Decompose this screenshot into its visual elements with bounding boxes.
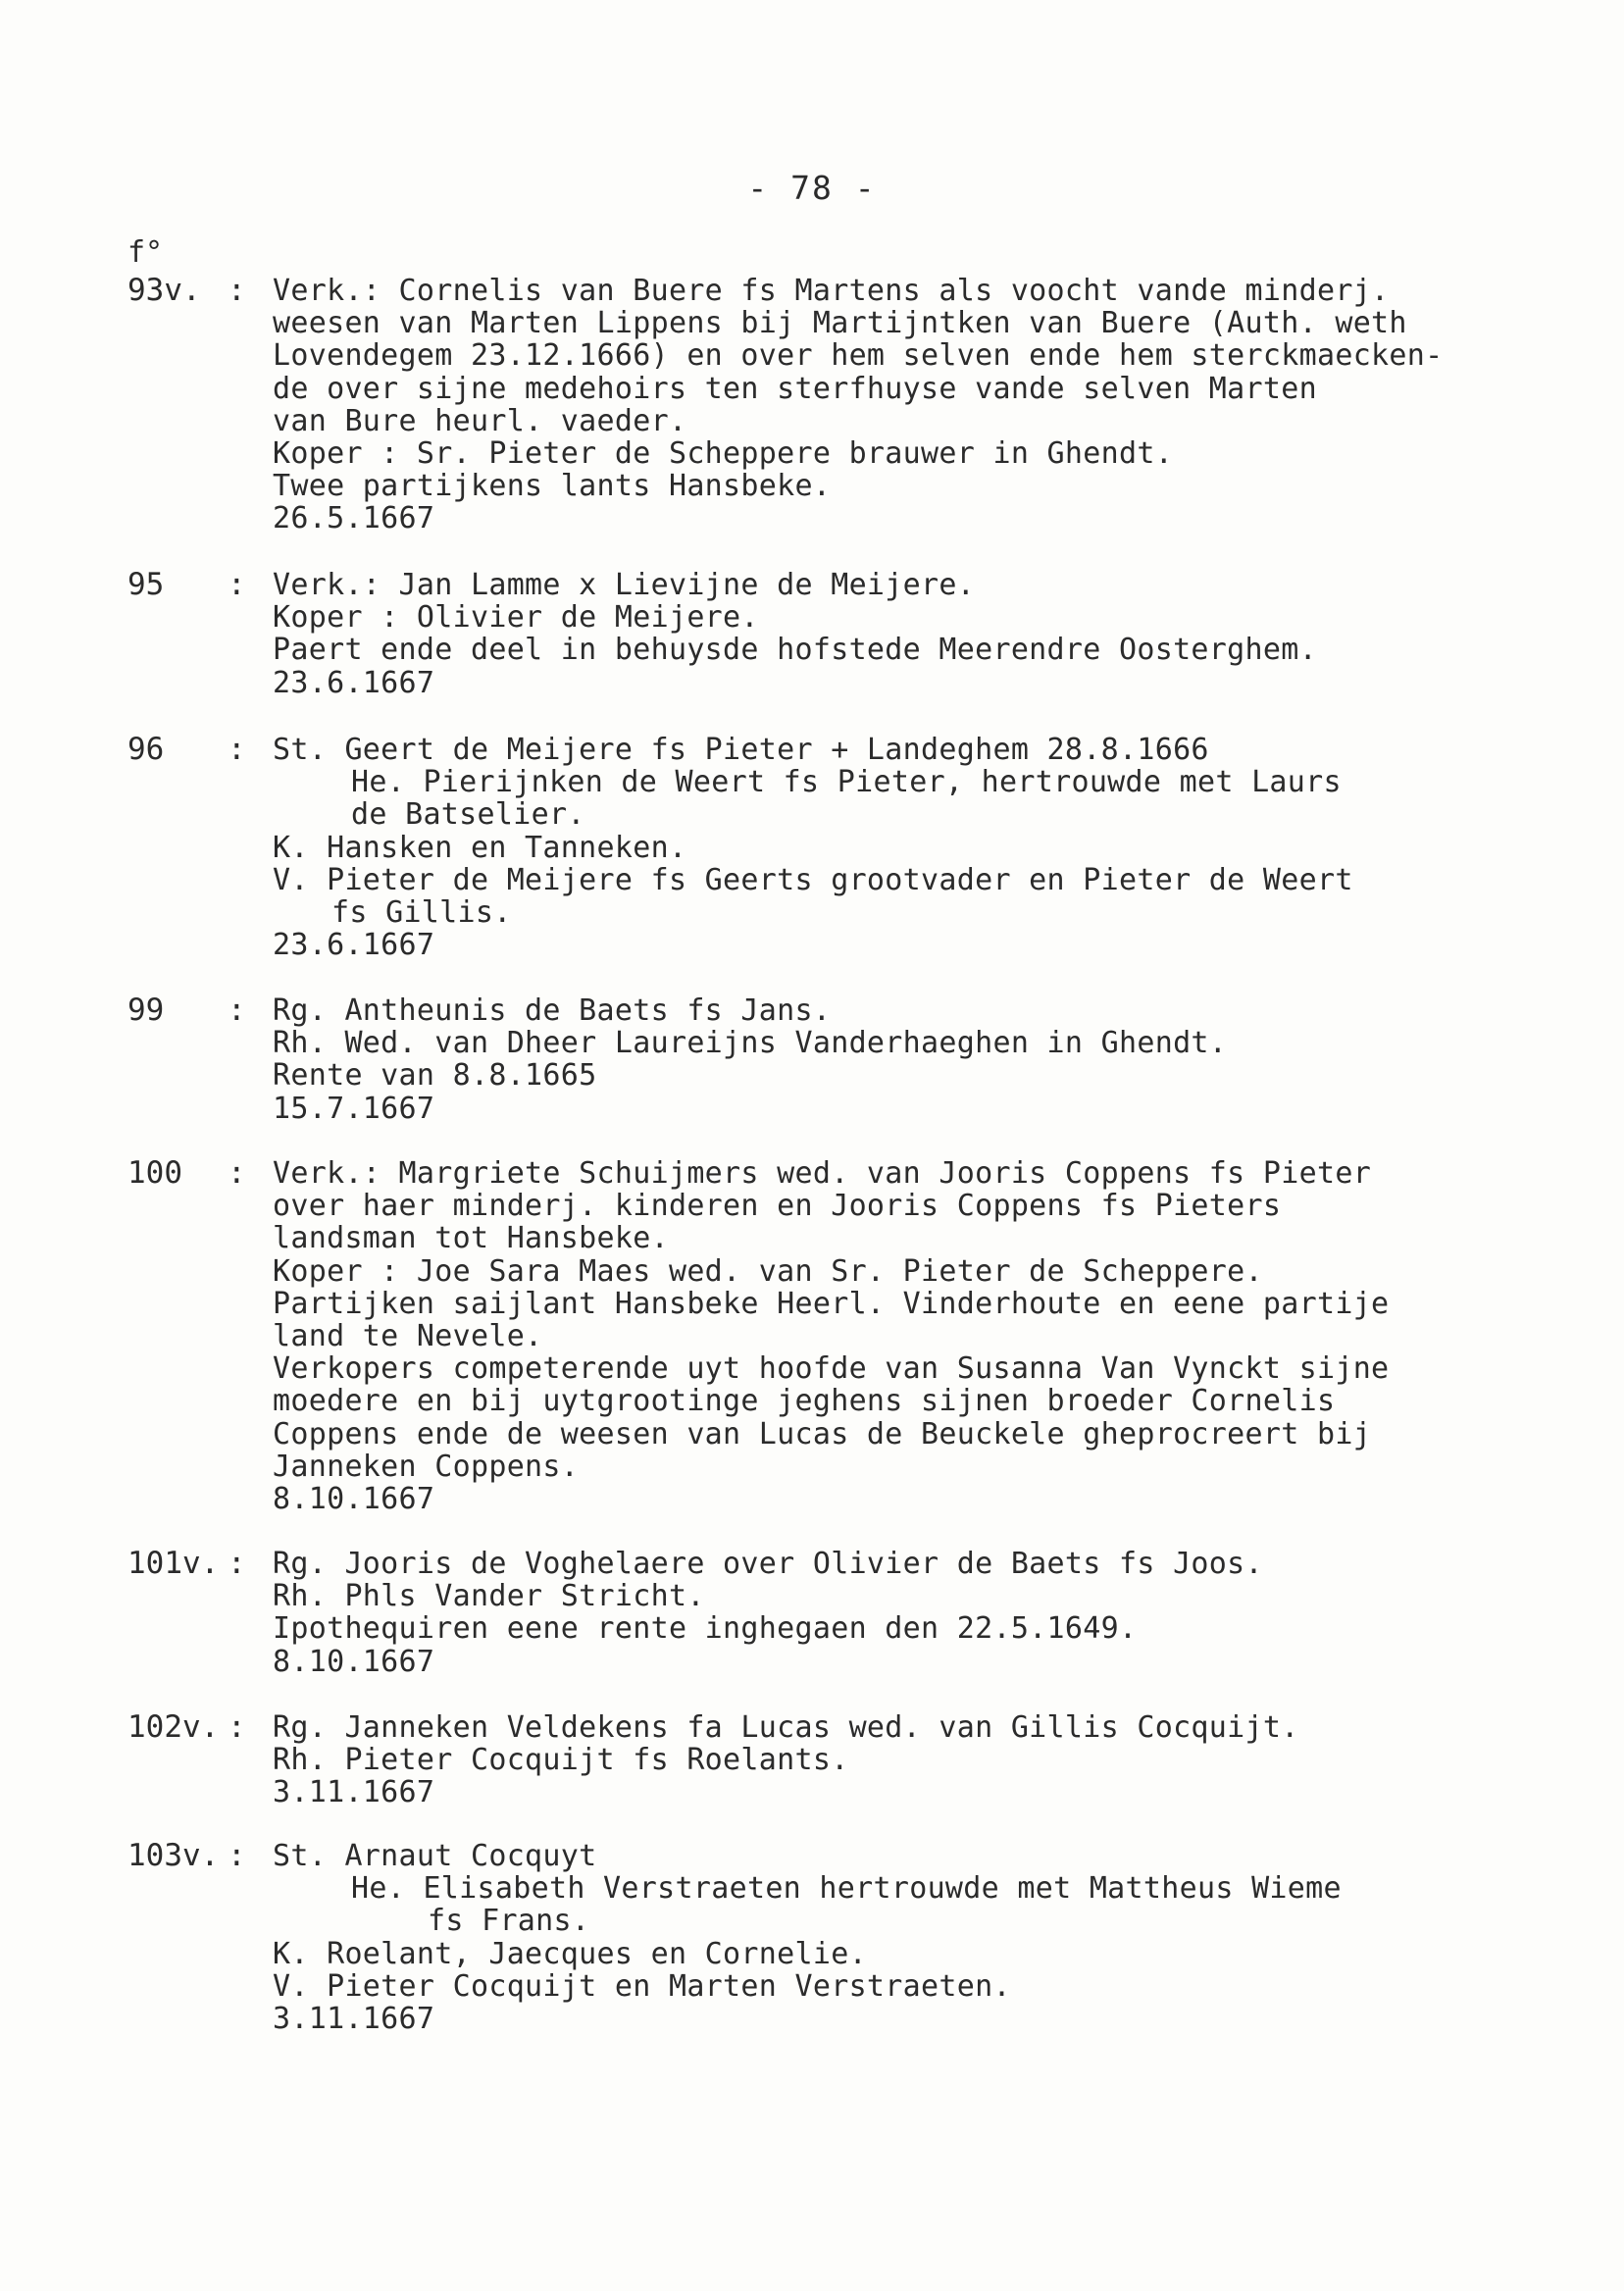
entry-date: 15.7.1667: [273, 1091, 435, 1126]
folio-number: 96: [127, 732, 165, 767]
entry-line: Rg. Jooris de Voghelaere over Olivier de Baets fs Joos.: [273, 1547, 1263, 1581]
entry-line: St. Arnaut Cocquyt: [273, 1839, 597, 1873]
entry-line: Verk.: Jan Lamme x Lievijne de Meijere.: [273, 568, 976, 602]
entry-line: moedere en bij uytgrootinge jeghens sijnen broeder Cornelis: [273, 1384, 1336, 1419]
entry-line: over haer minderj. kinderen en Jooris Coppens fs Pieters: [273, 1189, 1282, 1224]
entry-line: de Batselier.: [351, 797, 585, 833]
page-number: - 78 -: [747, 169, 877, 207]
entry-date: 23.6.1667: [273, 928, 435, 963]
entry-date: 26.5.1667: [273, 501, 435, 536]
entry-line: fs Frans.: [428, 1904, 590, 1939]
separator: :: [228, 273, 246, 308]
entry-text: [273, 734, 1353, 961]
entry-date: 8.10.1667: [273, 1644, 435, 1679]
entry-line: Rh. Phls Vander Stricht.: [273, 1579, 705, 1614]
entry-text: [273, 994, 1227, 1125]
entry-line: Twee partijkens lants Hansbeke.: [273, 469, 832, 504]
folio-number: 102v.: [127, 1709, 220, 1745]
folio-number: 95: [127, 567, 165, 602]
entry-line: Coppens ende de weesen van Lucas de Beuckele gheprocreert bij: [273, 1416, 1372, 1451]
entry-line: Rh. Wed. van Dheer Laureijns Vanderhaeghen in Ghendt.: [273, 1026, 1228, 1061]
separator: :: [228, 732, 246, 767]
entry-line: Lovendegem 23.12.1666) en over hem selven ende hem sterckmaecken-: [273, 338, 1444, 374]
entry-line: Koper : Joe Sara Maes wed. van Sr. Pieter de Scheppere.: [273, 1253, 1263, 1289]
separator: :: [228, 993, 246, 1028]
entry-text: [273, 569, 1317, 699]
entry-line: Janneken Coppens.: [273, 1449, 580, 1484]
entry-line: de over sijne medehoirs ten sterfhuyse vande selven Marten: [273, 371, 1317, 406]
folio-number: 101v.: [127, 1546, 220, 1581]
entry-text: [273, 1840, 1342, 2035]
entry-line: Koper : Olivier de Meijere.: [273, 600, 759, 636]
separator: :: [228, 1709, 246, 1745]
entry-line: Verkopers competerende uyt hoofde van Susanna Van Vynckt sijne: [273, 1351, 1390, 1387]
entry-date: 23.6.1667: [273, 665, 435, 700]
entry-line: Rh. Pieter Cocquijt fs Roelants.: [273, 1743, 849, 1778]
entry-line: Rg. Janneken Veldekens fa Lucas wed. van Gillis Cocquijt.: [273, 1710, 1299, 1745]
entry-line: Rg. Antheunis de Baets fs Jans.: [273, 993, 832, 1028]
entry-line: K. Roelant, Jaecques en Cornelie.: [273, 1936, 867, 1971]
entry-line: Verk.: Margriete Schuijmers wed. van Jooris Coppens fs Pieter: [273, 1156, 1372, 1191]
folio-column-header: f°: [127, 235, 164, 270]
folio-number: 93v.: [127, 273, 201, 308]
entry-line: land te Nevele.: [273, 1319, 543, 1354]
entry-line: V. Pieter de Meijere fs Geerts grootvader en Pieter de Weert: [273, 862, 1353, 897]
entry-line: van Bure heurl. vaeder.: [273, 403, 687, 438]
entry-date: 8.10.1667: [273, 1482, 435, 1517]
entry-line: He. Pierijnken de Weert fs Pieter, hertrouwde met Laurs: [351, 765, 1342, 800]
entry-text: [273, 1711, 1299, 1809]
entry-line: landsman tot Hansbeke.: [273, 1221, 669, 1256]
entry-line: Paert ende deel in behuysde hofstede Meerendre Oosterghem.: [273, 633, 1317, 668]
entry-line: St. Geert de Meijere fs Pieter + Landeghem 28.8.1666: [273, 733, 1209, 767]
entry-line: He. Elisabeth Verstraeten hertrouwde met Mattheus Wieme: [351, 1871, 1342, 1907]
folio-number: 103v.: [127, 1838, 220, 1873]
entry-line: V. Pieter Cocquijt en Marten Verstraeten.: [273, 1968, 1011, 2004]
folio-number: 100: [127, 1155, 182, 1191]
entry-line: K. Hansken en Tanneken.: [273, 830, 687, 865]
entry-line: weesen van Marten Lippens bij Martijntken van Buere (Auth. weth: [273, 306, 1407, 341]
separator: :: [228, 1155, 246, 1191]
separator: :: [228, 1838, 246, 1873]
entry-line: fs Gillis.: [331, 895, 512, 931]
separator: :: [228, 567, 246, 602]
entry-line: Ipothequiren eene rente inghegaen den 22.5.1649.: [273, 1611, 1138, 1647]
entry-line: Rente van 8.8.1665: [273, 1058, 597, 1094]
entry-date: 3.11.1667: [273, 2002, 435, 2037]
entry-text: [273, 1548, 1263, 1678]
entry-line: Verk.: Cornelis van Buere fs Martens als voocht vande minderj.: [273, 274, 1390, 308]
entry-text: [273, 275, 1444, 535]
entry-line: Partijken saijlant Hansbeke Heerl. Vinderhoute en eene partije: [273, 1286, 1390, 1321]
entry-line: Koper : Sr. Pieter de Scheppere brauwer in Ghendt.: [273, 436, 1174, 472]
folio-number: 99: [127, 993, 165, 1028]
entry-date: 3.11.1667: [273, 1775, 435, 1810]
separator: :: [228, 1546, 246, 1581]
entry-text: [273, 1157, 1389, 1515]
